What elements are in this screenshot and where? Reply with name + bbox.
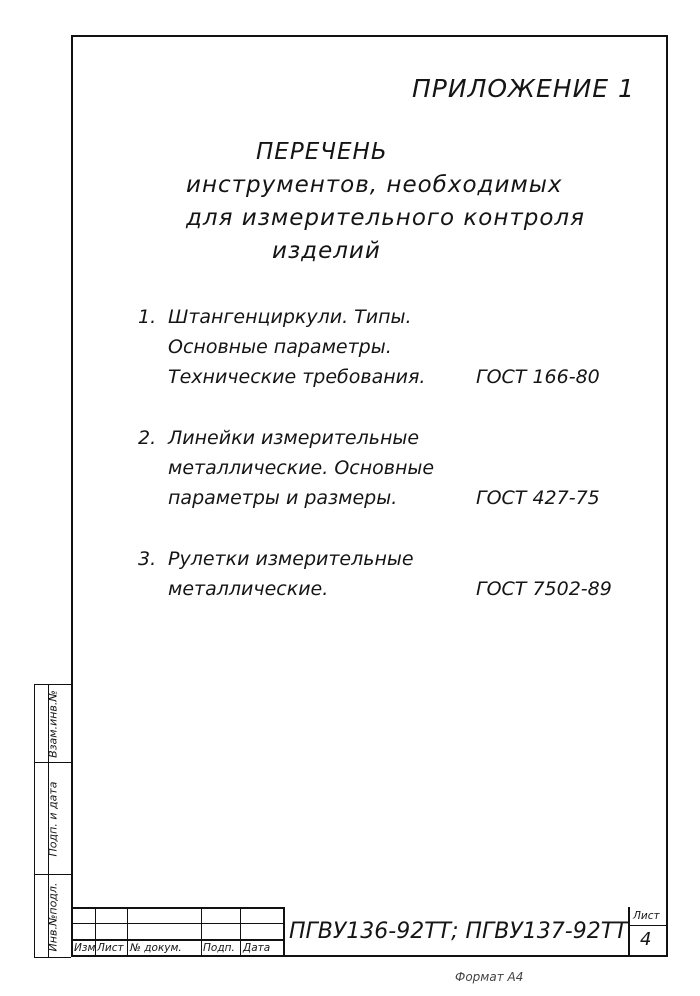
- document-designation: ПГВУ136-92ТТ; ПГВУ137-92ТТ: [289, 919, 628, 944]
- sheet-label: Лист: [633, 910, 660, 922]
- item-2-line-2: металлические. Основные: [168, 457, 435, 479]
- column-document-number: № докум.: [130, 942, 182, 954]
- item-3-number: 3.: [138, 548, 157, 570]
- item-1-gost: ГОСТ 166-80: [476, 366, 600, 388]
- item-2-line-1: Линейки измерительные: [168, 427, 420, 449]
- title-line-2: инструментов, необходимых: [186, 172, 563, 198]
- item-3-line-2: металлические.: [168, 578, 329, 600]
- side-cell-replacement: [35, 685, 71, 763]
- item-2-line-3: параметры и размеры.: [168, 487, 398, 509]
- item-3-line-1: Рулетки измерительные: [168, 548, 414, 570]
- title-line-3: для измерительного контроля: [186, 205, 585, 231]
- item-1-line-2: Основные параметры.: [168, 336, 392, 358]
- item-2-gost: ГОСТ 427-75: [476, 487, 600, 509]
- sheet-number: 4: [640, 929, 652, 950]
- item-1-line-3: Технические требования.: [168, 366, 426, 388]
- side-label-signature: Подп. и дата: [46, 781, 60, 856]
- side-cell-signature: [35, 763, 71, 875]
- item-1-number: 1.: [138, 306, 157, 328]
- side-cell-original: [35, 875, 71, 959]
- column-change: Изм: [74, 942, 96, 954]
- item-1-line-1: Штангенциркули. Типы.: [168, 306, 412, 328]
- side-stamp-strip: [34, 684, 71, 958]
- side-label-original: Инв.№подл.: [46, 882, 60, 952]
- column-signature: Подп.: [203, 942, 235, 954]
- column-date: Дата: [243, 942, 271, 954]
- item-2-number: 2.: [138, 427, 157, 449]
- document-title: ПЕРЕЧЕНЬ: [256, 139, 388, 165]
- paper-format: Формат А4: [455, 970, 524, 984]
- title-block: [73, 907, 666, 955]
- appendix-heading: ПРИЛОЖЕНИЕ 1: [412, 74, 635, 103]
- side-label-replacement: Взам.инв.№: [46, 689, 60, 758]
- title-line-4: изделий: [272, 238, 381, 264]
- column-sheet: Лист: [97, 942, 124, 954]
- item-3-gost: ГОСТ 7502-89: [476, 578, 612, 600]
